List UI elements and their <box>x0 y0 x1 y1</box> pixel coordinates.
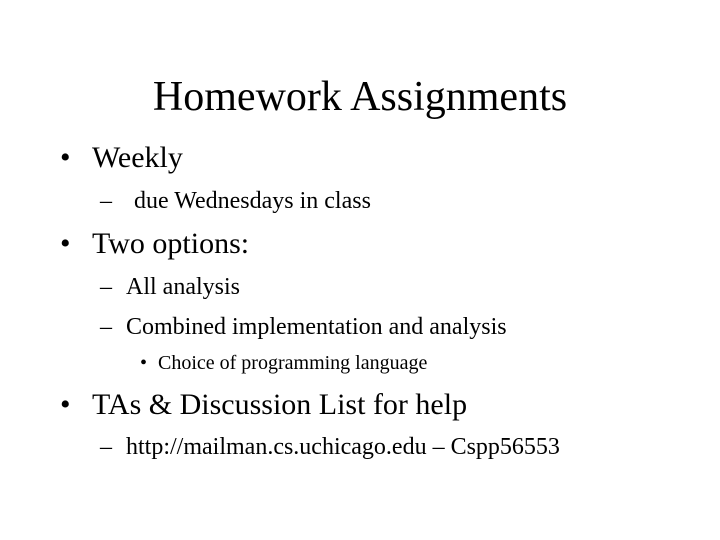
sub-bullet-due-wednesdays <box>100 186 371 216</box>
bullet-text: Weekly <box>92 141 183 174</box>
sub-bullet-text: Combined implementation and analysis <box>126 314 507 340</box>
bullet-marker: • <box>140 352 148 374</box>
sub-bullet-text: All analysis <box>126 274 240 300</box>
bullet-marker: • <box>60 227 71 260</box>
sub-sub-bullet-text: Choice of programming language <box>158 352 428 374</box>
sub-bullet-all-analysis <box>100 272 240 302</box>
dash-marker: – <box>100 274 112 300</box>
sub-bullet-mailman <box>100 432 560 462</box>
bullet-text: Two options: <box>92 227 250 260</box>
bullet-marker: • <box>60 141 71 174</box>
dash-marker: – <box>100 314 112 340</box>
bullet-weekly <box>60 140 183 176</box>
sub-bullet-text: due Wednesdays in class <box>134 188 371 214</box>
dash-marker: – <box>100 434 112 460</box>
sub-bullet-text: http://mailman.cs.uchicago.edu – Cspp56553 <box>126 434 560 460</box>
bullet-two-options <box>60 226 249 262</box>
dash-marker: – <box>100 188 112 214</box>
bullet-tas-discussion <box>60 387 467 423</box>
bullet-text: TAs & Discussion List for help <box>92 388 468 421</box>
slide-title: Homework Assignments <box>152 74 568 120</box>
bullet-marker: • <box>60 388 71 421</box>
sub-sub-bullet-choice <box>140 351 427 375</box>
sub-bullet-combined <box>100 312 507 342</box>
